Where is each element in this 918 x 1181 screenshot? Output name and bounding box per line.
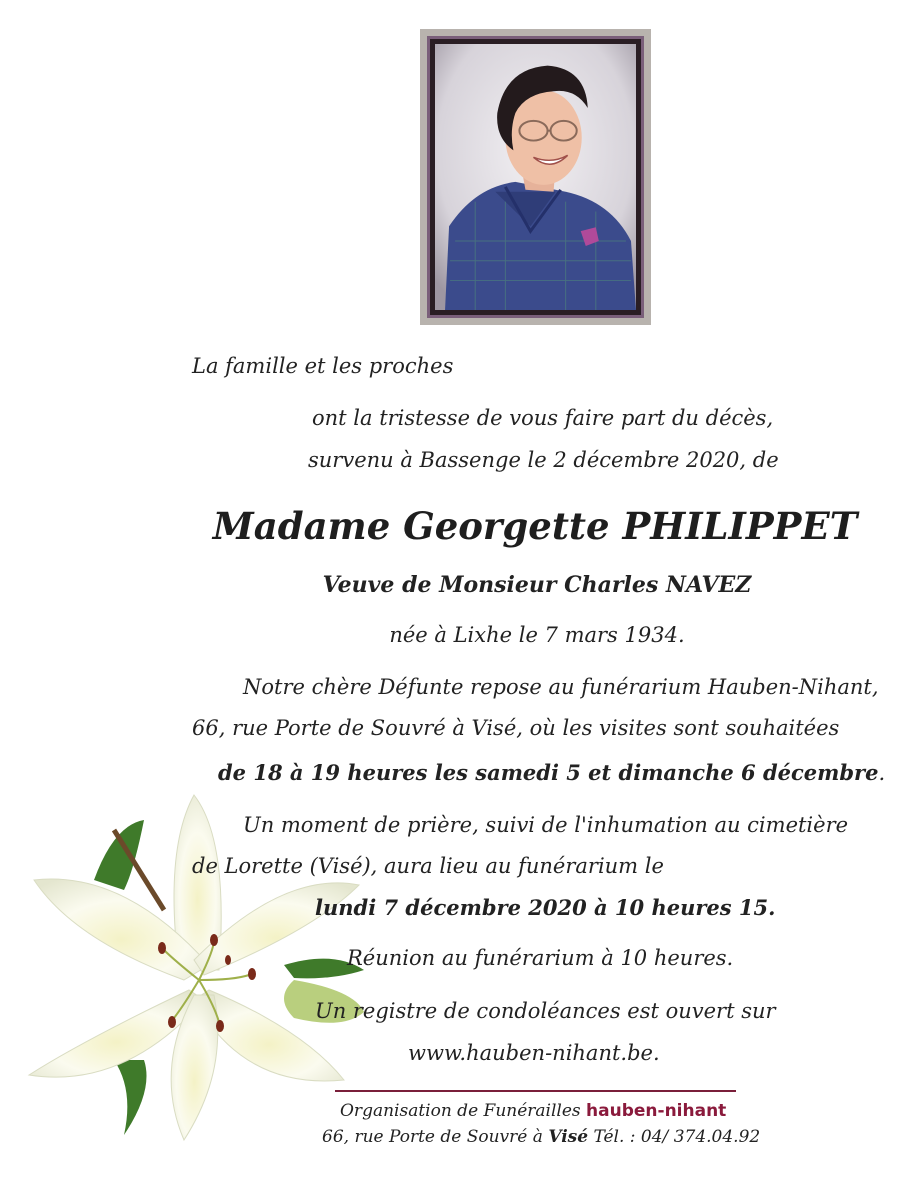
rest-line-1: Notre chère Défunte repose au funérarium Hauben-Nihant, [243, 675, 879, 699]
footer-city: Visé [548, 1127, 589, 1147]
footer-divider [335, 1090, 736, 1092]
brand-logo-text: hauben-nihant [586, 1101, 727, 1121]
footer-phone: Tél. : 04/ 374.04.92 [593, 1127, 761, 1147]
lily-flower-illustration [14, 790, 374, 1145]
deceased-name: Madame Georgette PHILIPPET [212, 504, 858, 548]
widow-of: Veuve de Monsieur Charles NAVEZ [322, 572, 752, 598]
ceremony-line-1: Un moment de prière, suivi de l'inhumation au cimetière [243, 813, 849, 837]
visit-hours-period: . [878, 761, 886, 785]
register-info: Un registre de condoléances est ouvert sur [315, 999, 776, 1023]
visit-hours [218, 760, 885, 786]
footer-org-label: Organisation de Funérailles [340, 1101, 581, 1121]
ceremony-line-2: de Lorette (Visé), aura lieu au funérarium le [192, 854, 664, 878]
footer-address [322, 1126, 760, 1148]
intro-line-family: La famille et les proches [192, 354, 454, 378]
portrait-photo [427, 36, 644, 318]
portrait-illustration [435, 44, 636, 310]
portrait-frame [420, 29, 651, 325]
visit-hours-bold: de 18 à 19 heures les samedi 5 et dimanche 6 décembre [218, 760, 879, 785]
birth-info: née à Lixhe le 7 mars 1934. [389, 623, 685, 647]
footer-address-start: 66, rue Porte de Souvré à [322, 1127, 543, 1147]
footer-organisation [340, 1100, 726, 1122]
rest-line-2: 66, rue Porte de Souvré à Visé, où les visites sont souhaitées [192, 716, 840, 740]
register-url-link[interactable]: www.hauben-nihant.be. [408, 1041, 660, 1065]
intro-line-sadness: ont la tristesse de vous faire part du décès, [312, 406, 774, 430]
meeting-info: Réunion au funérarium à 10 heures. [347, 946, 734, 970]
intro-line-place-date: survenu à Bassenge le 2 décembre 2020, de [308, 448, 779, 472]
ceremony-datetime: lundi 7 décembre 2020 à 10 heures 15. [315, 895, 776, 920]
